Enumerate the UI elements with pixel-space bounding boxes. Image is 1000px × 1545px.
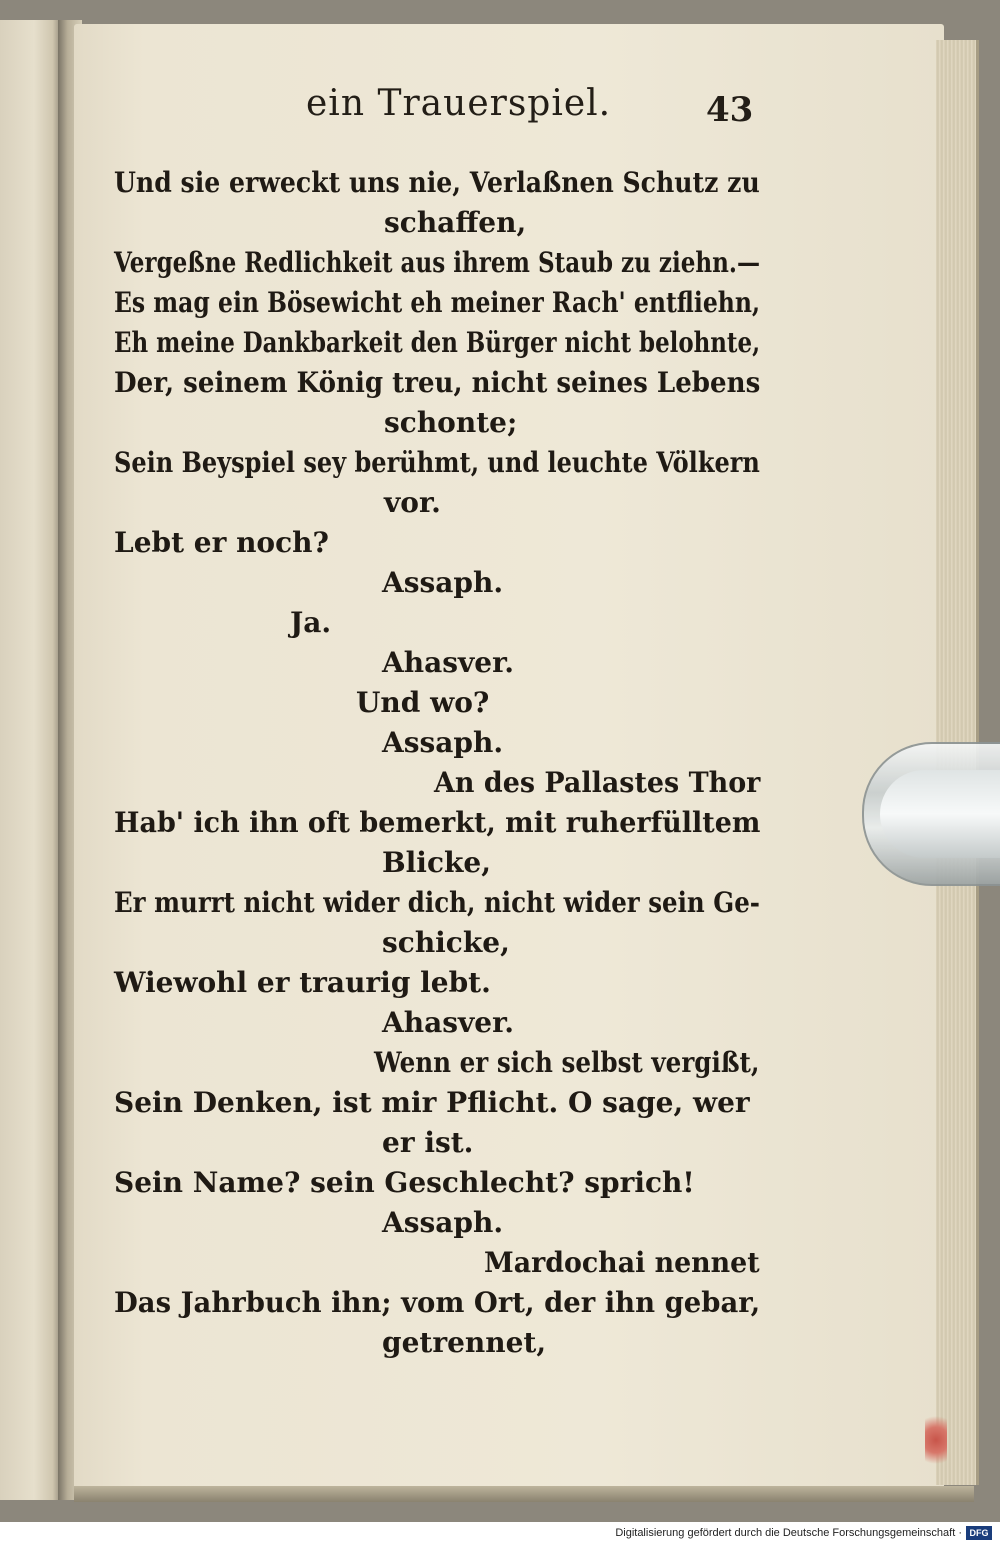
- text-line: Und wo?: [356, 686, 490, 719]
- text-line: Sein Name? sein Geschlecht? sprich!: [114, 1166, 695, 1199]
- running-title: ein Trauerspiel.: [306, 83, 612, 124]
- speaker-name: Ahasver.: [382, 1006, 515, 1039]
- page-clip-highlight: [880, 770, 1000, 858]
- speaker-name: Assaph.: [382, 566, 504, 599]
- text-line: Wenn er sich selbst vergißt,: [374, 1046, 760, 1079]
- text-line: Hab' ich ihn oft bemerkt, mit ruherfülltem: [114, 806, 761, 839]
- text-line: schaffen,: [384, 206, 527, 239]
- text-line: er ist.: [382, 1126, 474, 1159]
- text-line: Es mag ein Bösewicht eh meiner Rach' entfliehn,: [114, 286, 761, 319]
- text-line: Sein Beyspiel sey berühmt, und leuchte Völkern: [114, 446, 760, 479]
- book-bottom-edge: [74, 1486, 974, 1502]
- text-line: Lebt er noch?: [114, 526, 329, 559]
- text-line: schonte;: [384, 406, 518, 439]
- text-line: Vergeßne Redlichkeit aus ihrem Staub zu ziehn.—: [114, 246, 761, 279]
- text-line: Ja.: [290, 606, 332, 639]
- text-line: Mardochai nennet: [484, 1246, 760, 1279]
- text-line: An des Pallastes Thor: [434, 766, 761, 799]
- text-line: Der, seinem König treu, nicht seines Lebens: [114, 366, 761, 399]
- funding-credit: Digitalisierung gefördert durch die Deutsche Forschungsgemeinschaft ·: [615, 1527, 962, 1539]
- text-line: vor.: [384, 486, 441, 519]
- page-number: 43: [706, 90, 754, 130]
- footer-bar: [0, 1522, 1000, 1545]
- red-stain: [925, 1410, 947, 1470]
- text-line: Und sie erweckt uns nie, Verlaßnen Schutz zu: [114, 166, 760, 199]
- text-line: Er murrt nicht wider dich, nicht wider sein Ge-: [114, 886, 760, 919]
- dfg-logo: DFG: [966, 1526, 992, 1540]
- speaker-name: Assaph.: [382, 1206, 504, 1239]
- text-line: Wiewohl er traurig lebt.: [114, 966, 491, 999]
- text-line: getrennet,: [382, 1326, 547, 1359]
- text-line: Eh meine Dankbarkeit den Bürger nicht belohnte,: [114, 326, 761, 359]
- speaker-name: Assaph.: [382, 726, 504, 759]
- text-line: Das Jahrbuch ihn; vom Ort, der ihn gebar,: [114, 1286, 761, 1319]
- text-line: Sein Denken, ist mir Pflicht. O sage, wer: [114, 1086, 750, 1119]
- speaker-name: Ahasver.: [382, 646, 515, 679]
- left-page-edge: [0, 20, 64, 1500]
- text-line: Blicke,: [382, 846, 491, 879]
- text-line: schicke,: [382, 926, 510, 959]
